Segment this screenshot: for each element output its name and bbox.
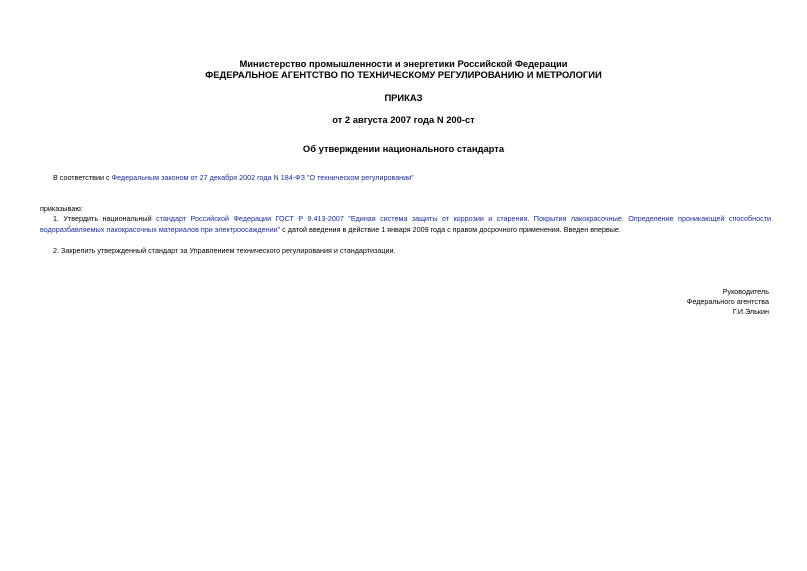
document-subject: Об утверждении национального стандарта <box>302 143 505 154</box>
signature-title: Руководитель <box>722 287 769 296</box>
federal-law-link[interactable]: Федеральным законом от 27 декабря 2002 года N 184-ФЗ "О техническом регулировании" <box>111 173 414 182</box>
ministry-name: Министерство промышленности и энергетики Российской Федерации <box>239 58 568 69</box>
standard-link-continued[interactable]: водоразбавляемых лакокрасочных материалов при электроосаждении" <box>40 225 281 234</box>
item-1-prefix: 1. Утвердить национальный <box>53 214 157 223</box>
document-type: ПРИКАЗ <box>384 92 423 103</box>
item-1-line-1 <box>40 213 771 224</box>
decree-word: приказываю: <box>40 204 83 213</box>
standard-link[interactable]: стандарт Российской Федерации ГОСТ Р 9.413-2007 "Единая система защиты от коррозии и старения. Покрытия лакокрасочные. Определение проникающей способности <box>156 214 771 223</box>
item-1-line-2 <box>40 224 771 235</box>
item-1-suffix: с датой введения в действие 1 января 2009 года с правом досрочного применения. Введен впервые. <box>280 225 621 234</box>
document-date-number: от 2 августа 2007 года N 200-ст <box>332 114 475 125</box>
item-1-paragraph <box>40 213 771 235</box>
signature-name: Г.И.Элькин <box>732 307 769 316</box>
item-2-paragraph: 2. Закрепить утвержденный стандарт за Управлением технического регулирования и стандартизации. <box>53 246 396 255</box>
agency-name: ФЕДЕРАЛЬНОЕ АГЕНТСТВО ПО ТЕХНИЧЕСКОМУ РЕГУЛИРОВАНИЮ И МЕТРОЛОГИИ <box>205 69 602 80</box>
legal-basis-paragraph <box>53 172 414 183</box>
legal-basis-prefix: В соответствии с <box>53 173 112 182</box>
signature-organization: Федерального агентства <box>686 297 769 306</box>
